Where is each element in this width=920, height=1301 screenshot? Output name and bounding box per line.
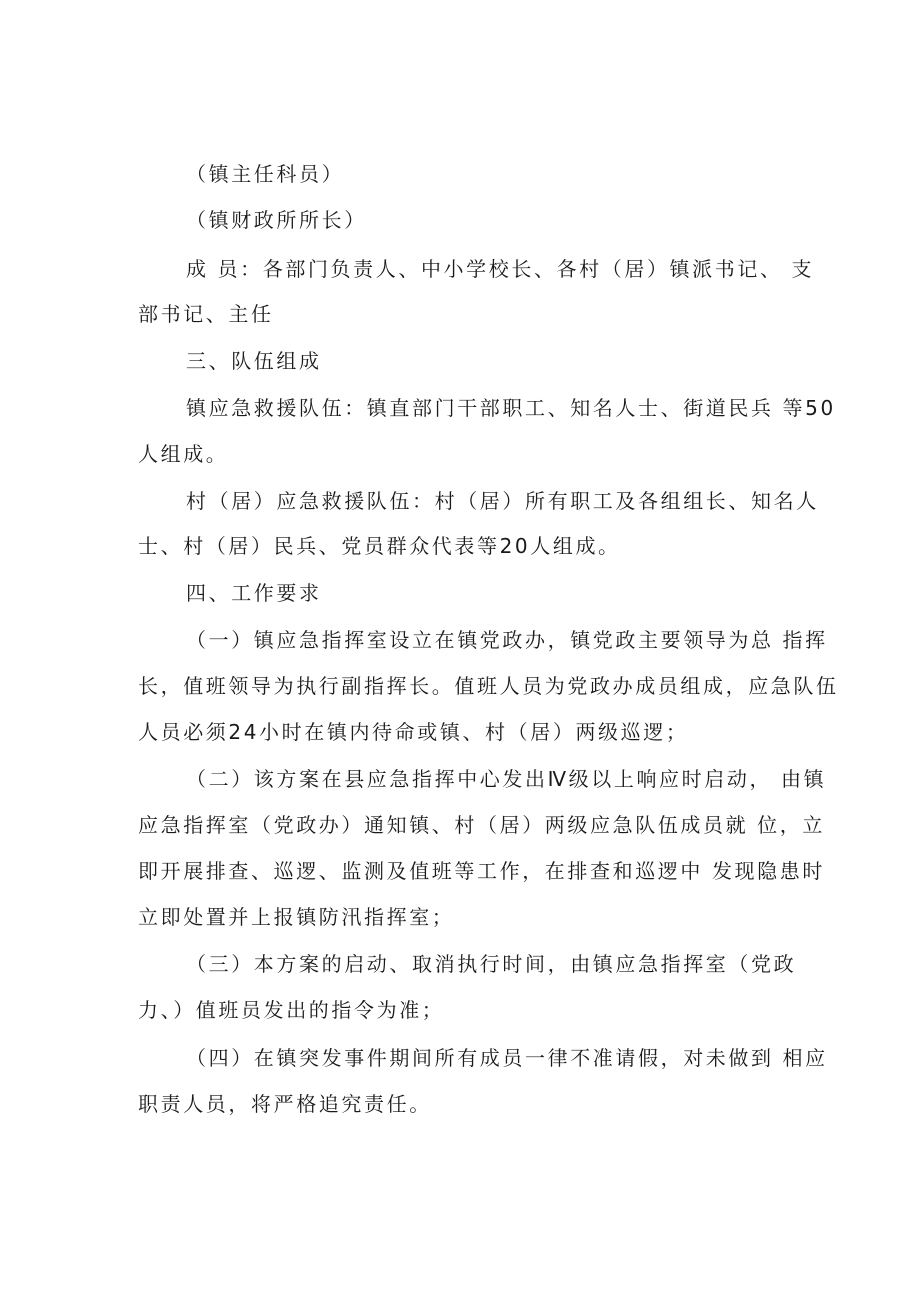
text-line-18: （三）本方案的启动、取消执行时间，由镇应急指挥室（党政 [186,952,797,976]
text-line-1: （镇主任科员） [186,162,345,186]
text-line-14: （二）该方案在县应急指挥中心发出Ⅳ级以上响应时启动， 由镇 [186,767,827,791]
text-line-16: 即开展排查、巡逻、监测及值班等工作，在排查和巡逻中 发现隐患时 [138,859,825,883]
text-line-17: 立即处置并上报镇防汛指挥室； [138,905,455,929]
text-line-21: 职责人员，将严格追究责任。 [138,1092,432,1116]
text-line-15: 应急指挥室（党政办）通知镇、村（居）两级应急队伍成员就 位，立 [138,813,825,837]
text-line-13: 人员必须24小时在镇内待命或镇、村（居）两级巡逻； [138,720,689,744]
text-line-2: （镇财政所所长） [186,208,367,232]
section-heading-3: 三、队伍组成 [186,349,322,373]
text-line-3: 成 员：各部门负责人、中小学校长、各村（居）镇派书记、 支 [186,257,815,281]
section-heading-4: 四、工作要求 [186,581,322,605]
text-line-9: 士、村（居）民兵、党员群众代表等20人组成。 [138,534,621,558]
text-line-7: 人组成。 [138,442,229,466]
text-line-12: 长，值班领导为执行副指挥长。值班人员为党政办成员组成，应急队伍 [138,674,839,698]
text-line-8: 村（居）应急救援队伍：村（居）所有职工及各组组长、知名人 [186,489,819,513]
text-line-11: （一）镇应急指挥室设立在镇党政办，镇党政主要领导为总 指挥 [186,628,828,652]
text-line-19: 力、）值班员发出的指令为准； [138,998,445,1022]
text-line-6: 镇应急救援队伍：镇直部门干部职工、知名人士、街道民兵 等50 [186,396,836,420]
text-line-20: （四）在镇突发事件期间所有成员一律不准请假，对未做到 相应 [186,1046,828,1070]
text-line-4: 部书记、主任 [138,302,274,326]
